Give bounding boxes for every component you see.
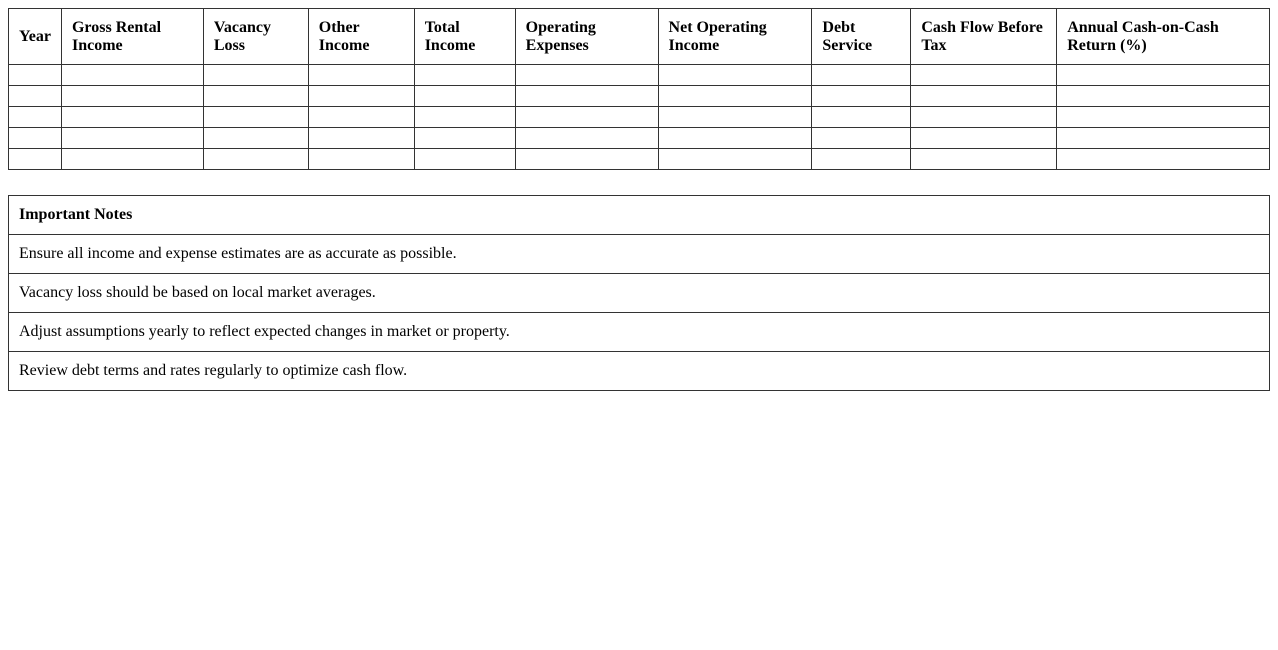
column-header-year: Year bbox=[9, 9, 62, 65]
table-cell-other-income[interactable] bbox=[308, 149, 414, 170]
table-cell-cash-flow-before-tax[interactable] bbox=[911, 128, 1057, 149]
column-header-other-income: Other Income bbox=[308, 9, 414, 65]
table-cell-cash-flow-before-tax[interactable] bbox=[911, 107, 1057, 128]
table-cell-vacancy-loss[interactable] bbox=[203, 128, 308, 149]
table-cell-net-operating-income[interactable] bbox=[658, 128, 812, 149]
table-cell-gross-rental-income[interactable] bbox=[61, 107, 203, 128]
table-cell-gross-rental-income[interactable] bbox=[61, 149, 203, 170]
table-cell-year[interactable] bbox=[9, 128, 62, 149]
column-header-cash-flow-before-tax: Cash Flow Before Tax bbox=[911, 9, 1057, 65]
note-item: Adjust assumptions yearly to reflect expected changes in market or property. bbox=[9, 313, 1270, 352]
table-cell-operating-expenses[interactable] bbox=[515, 86, 658, 107]
note-item: Vacancy loss should be based on local market averages. bbox=[9, 274, 1270, 313]
table-row bbox=[9, 107, 1270, 128]
table-cell-debt-service[interactable] bbox=[812, 107, 911, 128]
note-row bbox=[9, 274, 1270, 313]
column-header-cash-on-cash-return: Annual Cash-on-Cash Return (%) bbox=[1057, 9, 1270, 65]
note-row bbox=[9, 313, 1270, 352]
table-cell-debt-service[interactable] bbox=[812, 86, 911, 107]
table-cell-year[interactable] bbox=[9, 65, 62, 86]
table-cell-operating-expenses[interactable] bbox=[515, 128, 658, 149]
table-cell-vacancy-loss[interactable] bbox=[203, 107, 308, 128]
column-header-net-operating-income: Net Operating Income bbox=[658, 9, 812, 65]
table-cell-debt-service[interactable] bbox=[812, 149, 911, 170]
table-cell-other-income[interactable] bbox=[308, 107, 414, 128]
table-cell-net-operating-income[interactable] bbox=[658, 86, 812, 107]
table-cell-operating-expenses[interactable] bbox=[515, 65, 658, 86]
table-cell-operating-expenses[interactable] bbox=[515, 107, 658, 128]
table-cell-cash-on-cash-return[interactable] bbox=[1057, 107, 1270, 128]
note-item: Review debt terms and rates regularly to optimize cash flow. bbox=[9, 352, 1270, 391]
table-row bbox=[9, 86, 1270, 107]
table-cell-net-operating-income[interactable] bbox=[658, 65, 812, 86]
table-cell-cash-flow-before-tax[interactable] bbox=[911, 65, 1057, 86]
column-header-total-income: Total Income bbox=[414, 9, 515, 65]
table-cell-net-operating-income[interactable] bbox=[658, 149, 812, 170]
table-cell-total-income[interactable] bbox=[414, 128, 515, 149]
table-cell-other-income[interactable] bbox=[308, 128, 414, 149]
table-cell-other-income[interactable] bbox=[308, 86, 414, 107]
table-cell-gross-rental-income[interactable] bbox=[61, 86, 203, 107]
table-cell-cash-on-cash-return[interactable] bbox=[1057, 149, 1270, 170]
note-row bbox=[9, 235, 1270, 274]
table-cell-operating-expenses[interactable] bbox=[515, 149, 658, 170]
notes-heading-row bbox=[9, 196, 1270, 235]
table-row bbox=[9, 149, 1270, 170]
note-item: Ensure all income and expense estimates are as accurate as possible. bbox=[9, 235, 1270, 274]
table-cell-other-income[interactable] bbox=[308, 65, 414, 86]
table-cell-vacancy-loss[interactable] bbox=[203, 86, 308, 107]
table-cell-gross-rental-income[interactable] bbox=[61, 65, 203, 86]
table-cell-vacancy-loss[interactable] bbox=[203, 65, 308, 86]
table-cell-cash-flow-before-tax[interactable] bbox=[911, 149, 1057, 170]
table-cell-cash-on-cash-return[interactable] bbox=[1057, 86, 1270, 107]
table-cell-year[interactable] bbox=[9, 149, 62, 170]
table-header-row bbox=[9, 9, 1270, 65]
table-cell-total-income[interactable] bbox=[414, 86, 515, 107]
column-header-gross-rental-income: Gross Rental Income bbox=[61, 9, 203, 65]
table-cell-total-income[interactable] bbox=[414, 149, 515, 170]
notes-heading: Important Notes bbox=[9, 196, 1270, 235]
table-cell-cash-on-cash-return[interactable] bbox=[1057, 65, 1270, 86]
table-cell-total-income[interactable] bbox=[414, 107, 515, 128]
table-cell-year[interactable] bbox=[9, 107, 62, 128]
table-cell-total-income[interactable] bbox=[414, 65, 515, 86]
table-cell-year[interactable] bbox=[9, 86, 62, 107]
table-row bbox=[9, 128, 1270, 149]
table-cell-cash-flow-before-tax[interactable] bbox=[911, 86, 1057, 107]
table-cell-cash-on-cash-return[interactable] bbox=[1057, 128, 1270, 149]
table-cell-gross-rental-income[interactable] bbox=[61, 128, 203, 149]
table-cell-vacancy-loss[interactable] bbox=[203, 149, 308, 170]
table-cell-net-operating-income[interactable] bbox=[658, 107, 812, 128]
note-row bbox=[9, 352, 1270, 391]
important-notes-table bbox=[8, 195, 1270, 391]
column-header-operating-expenses: Operating Expenses bbox=[515, 9, 658, 65]
table-row bbox=[9, 65, 1270, 86]
table-cell-debt-service[interactable] bbox=[812, 128, 911, 149]
column-header-vacancy-loss: Vacancy Loss bbox=[203, 9, 308, 65]
column-header-debt-service: Debt Service bbox=[812, 9, 911, 65]
cash-flow-projection-table bbox=[8, 8, 1270, 170]
table-cell-debt-service[interactable] bbox=[812, 65, 911, 86]
